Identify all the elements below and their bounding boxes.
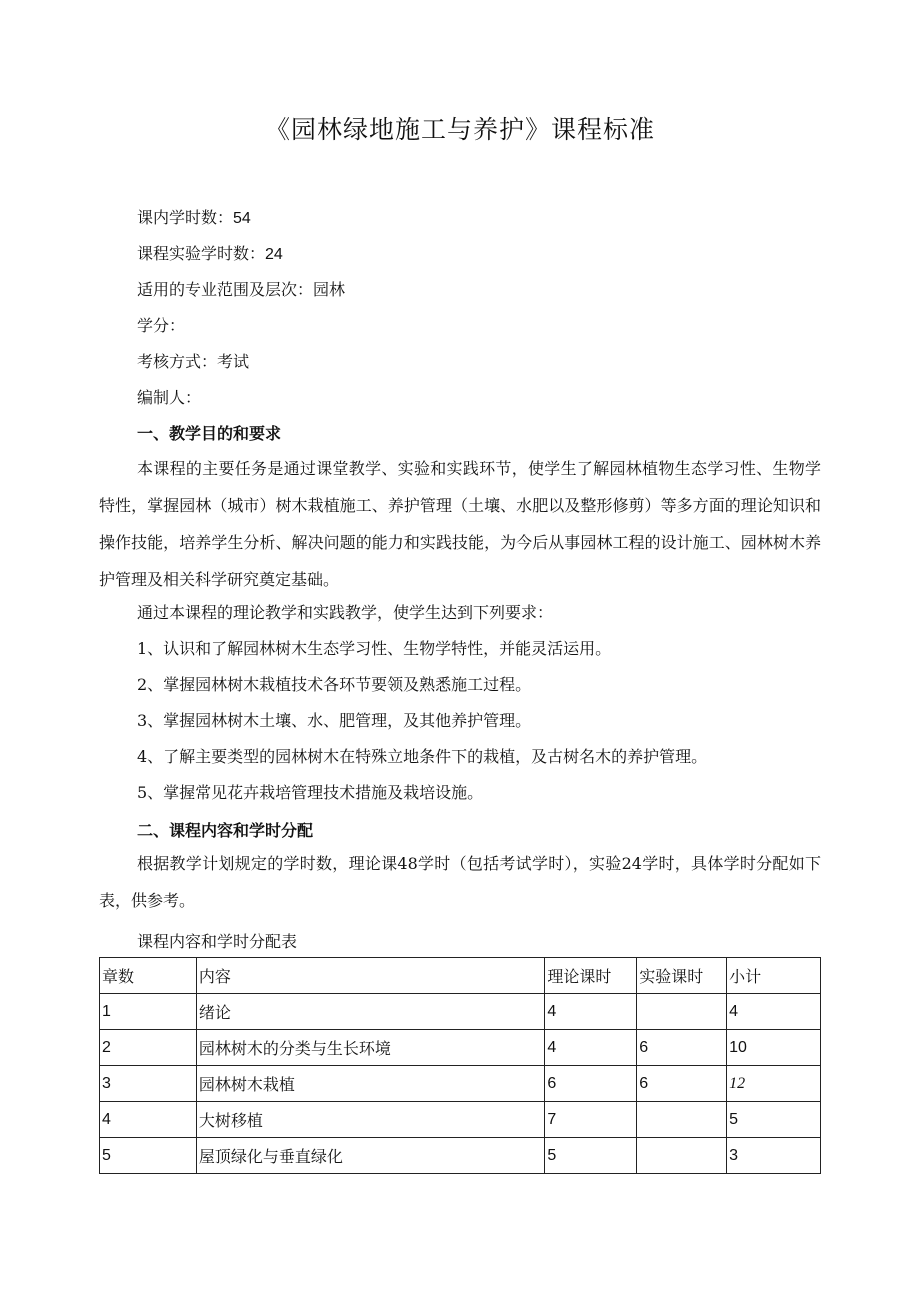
cell-subtotal: 4 [727, 994, 821, 1030]
cell-subtotal: 3 [727, 1138, 821, 1174]
header-subtotal: 小计 [727, 958, 821, 994]
exam-line [137, 349, 249, 372]
table-row [100, 1030, 821, 1066]
exam-value: 考试 [217, 352, 250, 371]
section2-heading: 二、课程内容和学时分配 [137, 821, 314, 840]
cell-chapter: 5 [100, 1138, 197, 1174]
cell-theory: 4 [545, 994, 637, 1030]
table-header-row [100, 958, 821, 994]
section2-paragraph: 根据教学计划规定的学时数，理论课48学时（包括考试学时），实验24学时，具体学时分配如下表，供参考。 [99, 854, 821, 910]
header-lab-hours: 实验课时 [637, 958, 727, 994]
table-row [100, 1138, 821, 1174]
table-row [100, 994, 821, 1030]
requirement-item: 2、掌握园林树木栽植技术各环节要领及熟悉施工过程。 [137, 675, 532, 694]
cell-lab [637, 1102, 727, 1138]
cell-content: 大树移植 [196, 1102, 544, 1138]
section1-intro: 通过本课程的理论教学和实践教学，使学生达到下列要求： [137, 603, 554, 622]
cell-lab [637, 1138, 727, 1174]
cell-theory: 5 [545, 1138, 637, 1174]
cell-content: 屋顶绿化与垂直绿化 [196, 1138, 544, 1174]
table-caption: 课程内容和学时分配表 [137, 932, 298, 951]
cell-theory: 6 [545, 1066, 637, 1102]
scope-label: 适用的专业范围及层次： [137, 280, 314, 299]
credits-label: 学分： [137, 316, 186, 335]
lab-hours-label: 课程实验学时数： [137, 244, 266, 263]
cell-chapter: 1 [100, 994, 197, 1030]
cell-subtotal: 12 [727, 1066, 821, 1102]
document-title: 《园林绿地施工与养护》课程标准 [264, 115, 655, 144]
cell-content: 绪论 [196, 994, 544, 1030]
class-hours-line [137, 205, 251, 228]
course-hours-table [99, 957, 821, 1174]
cell-lab: 6 [637, 1030, 727, 1066]
header-theory-hours: 理论课时 [545, 958, 637, 994]
cell-lab [637, 994, 727, 1030]
cell-subtotal: 10 [727, 1030, 821, 1066]
requirement-item: 4、了解主要类型的园林树木在特殊立地条件下的栽植，及古树名木的养护管理。 [137, 747, 708, 766]
lab-hours-line [137, 241, 283, 264]
cell-subtotal: 5 [727, 1102, 821, 1138]
cell-chapter: 4 [100, 1102, 197, 1138]
scope-line [137, 277, 345, 300]
table-row [100, 1066, 821, 1102]
exam-label: 考核方式： [137, 352, 218, 371]
cell-theory: 7 [545, 1102, 637, 1138]
cell-chapter: 3 [100, 1066, 197, 1102]
requirement-item: 3、掌握园林树木土壤、水、肥管理，及其他养护管理。 [137, 711, 532, 730]
header-content: 内容 [196, 958, 544, 994]
cell-theory: 4 [545, 1030, 637, 1066]
cell-content: 园林树木的分类与生长环境 [196, 1030, 544, 1066]
lab-hours-value: 24 [265, 246, 283, 263]
credits-line [137, 313, 185, 336]
section1-heading: 一、教学目的和要求 [137, 424, 282, 443]
author-label: 编制人： [137, 388, 202, 407]
class-hours-label: 课内学时数： [137, 208, 234, 227]
author-line [137, 385, 201, 408]
section1-paragraph: 本课程的主要任务是通过课堂教学、实验和实践环节，使学生了解园林植物生态学习性、生物学特性，掌握园林（城市）树木栽植施工、养护管理（土壤、水肥以及整形修剪）等多方面的理论知识和操作技能，培养学生分析、解决问题的能力和实践技能，为今后从事园林工程的设计施工、园林树木养护管理及相关科学研究奠定基础。 [99, 459, 821, 589]
cell-lab: 6 [637, 1066, 727, 1102]
requirement-item: 5、掌握常见花卉栽培管理技术措施及栽培设施。 [137, 783, 484, 802]
table-row [100, 1102, 821, 1138]
cell-chapter: 2 [100, 1030, 197, 1066]
scope-value: 园林 [313, 280, 346, 299]
class-hours-value: 54 [233, 210, 251, 227]
header-chapter: 章数 [100, 958, 197, 994]
cell-content: 园林树木栽植 [196, 1066, 544, 1102]
requirement-item: 1、认识和了解园林树木生态学习性、生物学特性，并能灵活运用。 [137, 639, 612, 658]
